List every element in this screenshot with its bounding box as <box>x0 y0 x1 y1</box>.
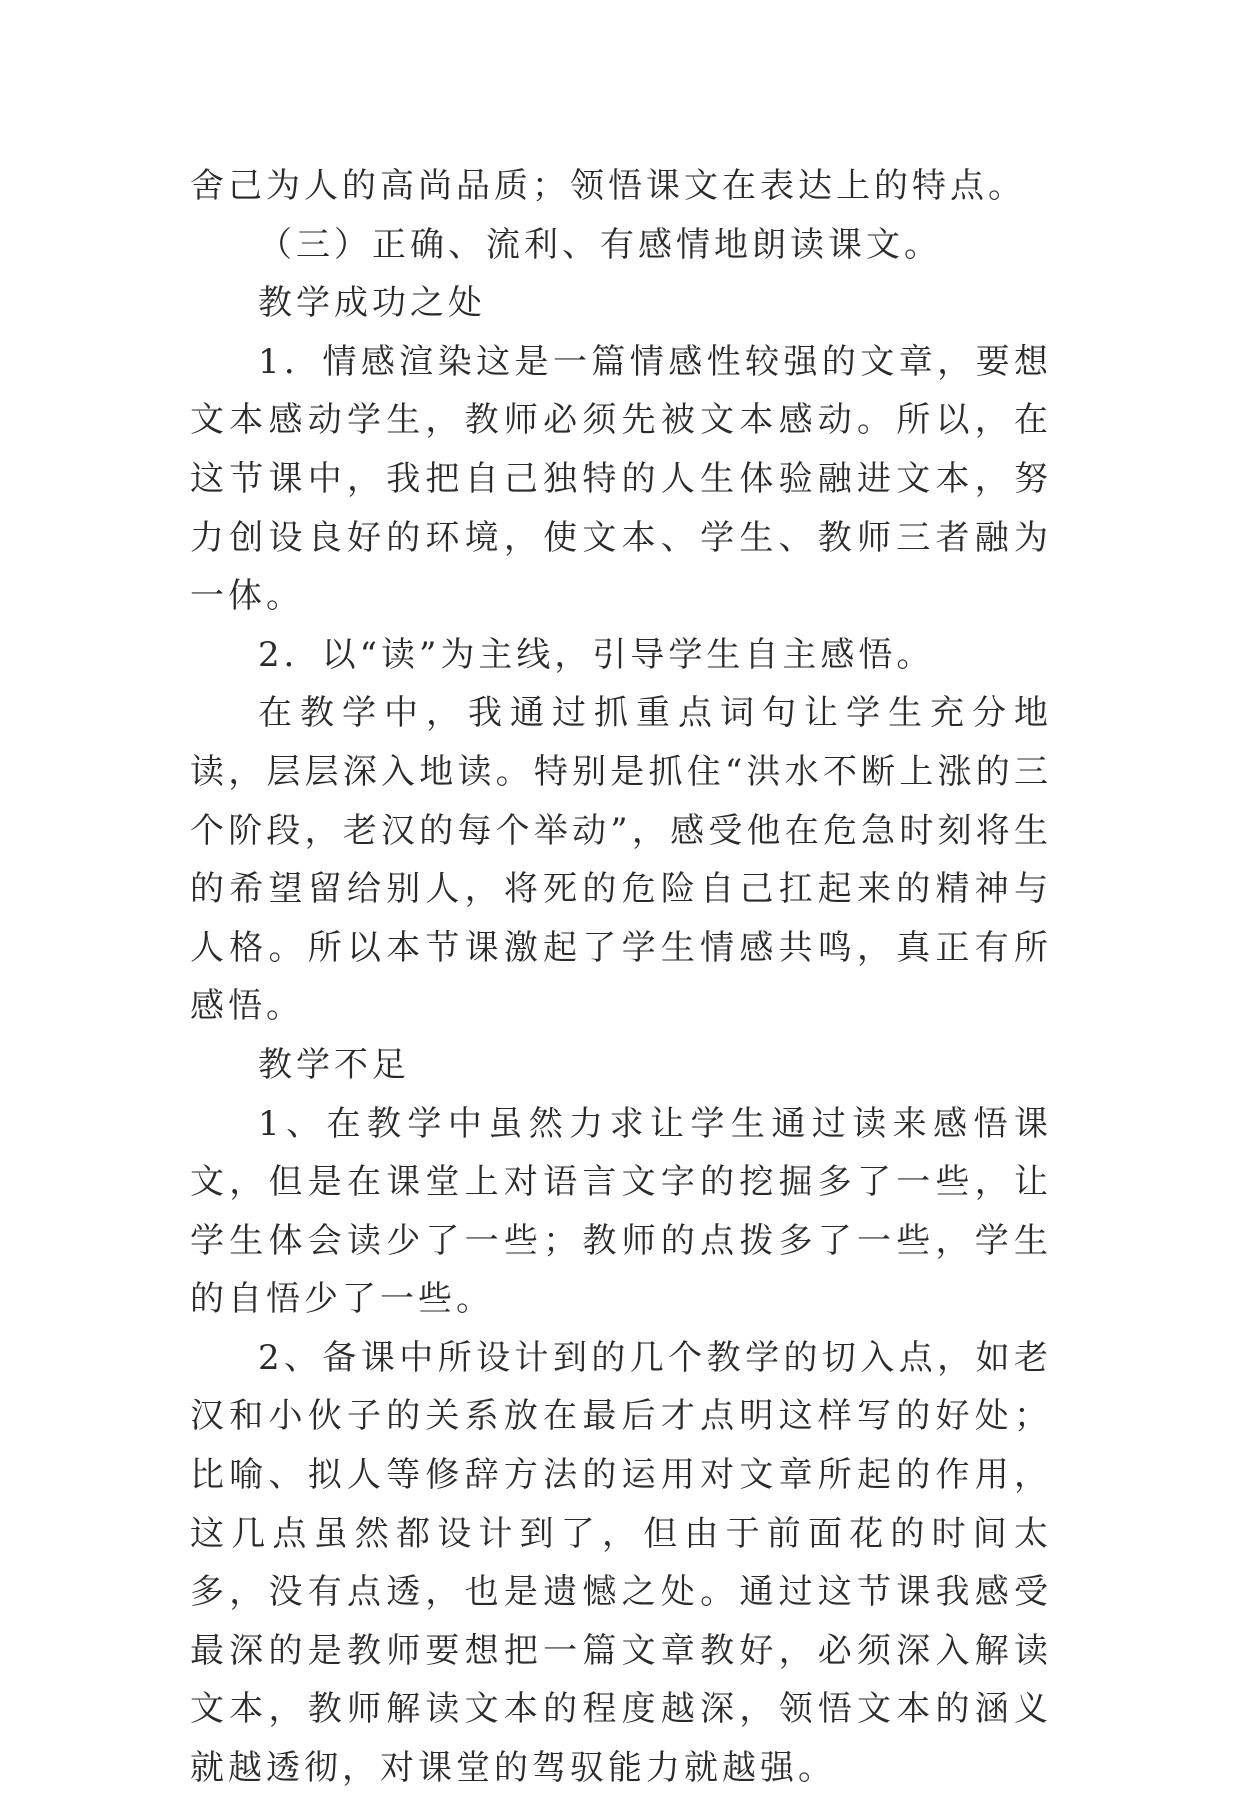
paragraph-success-one: 1．情感渲染这是一篇情感性较强的文章，要想文本感动学生，教师必须先被文本感动。所以，在这节课中，我把自己独特的人生体验融进文本，努力创设良好的环境，使文本、学生、教师三者融为一体。 <box>190 341 1052 617</box>
paragraph-objective-three: （三）正确、流利、有感情地朗读课文。 <box>258 224 942 265</box>
paragraph-shortcoming-two: 2、备课中所设计到的几个教学的切入点，如老汉和小伙子的关系放在最后才点明这样写的好处；比喻、拟人等修辞方法的运用对文章所起的作用，这几点虽然都设计到了，但由于前面花的时间太多，没有点透，也是遗憾之处。通过这节课我感受最深的是教师要想把一篇文章教好，必须深入解读文本，教师解读文本的程度越深，领悟文本的涵义就越透彻，对课堂的驾驭能力就越强。 <box>190 1337 1052 1789</box>
paragraph-success-two-detail: 在教学中，我通过抓重点词句让学生充分地读，层层深入地读。特别是抓住“洪水不断上涨的三个阶段，老汉的每个举动”，感受他在危急时刻将生的希望留给别人，将死的危险自己扛起来的精神与人格。所以本节课激起了学生情感共鸣，真正有所感悟。 <box>190 693 1052 1027</box>
heading-teaching-shortcomings: 教学不足 <box>258 1044 410 1085</box>
paragraph-success-two: 2．以“读”为主线，引导学生自主感悟。 <box>258 634 935 675</box>
document-body <box>190 157 1052 1798</box>
paragraph-shortcoming-one: 1、在教学中虽然力求让学生通过读来感悟课文，但是在课堂上对语言文字的挖掘多了一些，让学生体会读少了一些；教师的点拨多了一些，学生的自悟少了一些。 <box>190 1103 1052 1320</box>
paragraph-continuation: 舍己为人的高尚品质；领悟课文在表达上的特点。 <box>190 166 1026 206</box>
heading-teaching-success: 教学成功之处 <box>258 283 486 324</box>
